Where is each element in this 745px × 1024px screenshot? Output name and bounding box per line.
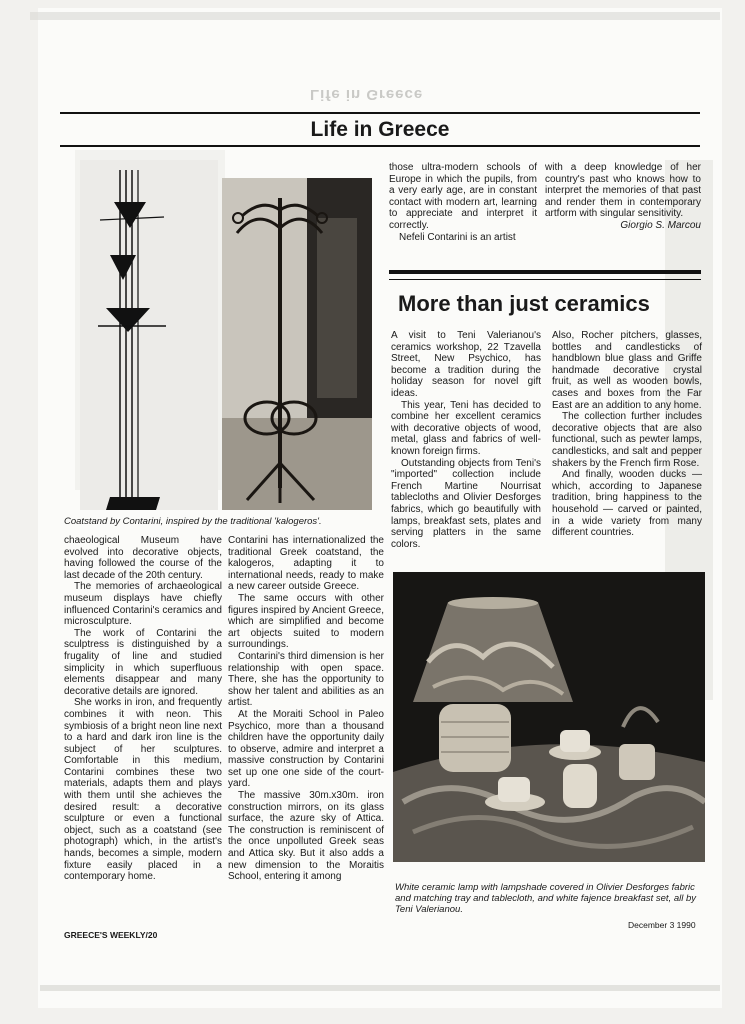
paragraph: with a deep knowledge of her country's past who knows how to interpret the memories of that past and render them in contemporary artform with singular sensitivity. <box>545 162 701 220</box>
sculpture-illustration <box>80 160 218 510</box>
paragraph: This year, Teni has decided to combine her excellent ceramics with decorative objects of wood, metal, glass and fabrics of well-known foreign firms. <box>391 399 541 457</box>
section-title: Life in Greece <box>310 118 450 141</box>
right-column-2 <box>552 330 702 539</box>
article-rule-thick <box>389 270 701 274</box>
coatstand-caption: Coatstand by Contarini, inspired by the traditional 'kalogeros'. <box>64 516 322 527</box>
footer-publication: GREECE'S WEEKLY/20 <box>64 930 158 940</box>
paragraph: The same occurs with other figures inspired by Ancient Greece, which are simplified and become art objects suited to modern surroundings. <box>228 592 384 651</box>
coatstand-photo <box>222 178 372 510</box>
paragraph: The memories of archaeological museum displays have chiefly influenced Contarini's ceramics and microsculpture. <box>64 581 222 628</box>
ceramics-illustration <box>393 572 705 862</box>
right-column-1 <box>391 330 541 550</box>
author-signature: Giorgio S. Marcou <box>620 219 701 231</box>
ceramics-photo <box>393 572 705 862</box>
paragraph: Contarini has internationalized the traditional Greek coatstand, the kalogeros, adapting it to international needs, ready to make a new career outside Greece. <box>228 535 384 593</box>
footer-date: December 3 1990 <box>628 920 696 930</box>
left-column-4 <box>545 162 701 232</box>
paragraph: And finally, wooden ducks — which, according to Japanese tradition, bring happiness to the household — carved or painted, in a wide variety from many different countries. <box>552 469 702 539</box>
paragraph: Also, Rocher pitchers, glasses, bottles and candlesticks of handblown blue glass and Griffe handmade decorative crystal fruit, as well as wooden bowls, cases and boxes from the Far East are an addition to any home. <box>552 330 702 411</box>
ghost-title: Life in Greece <box>310 86 424 103</box>
paragraph: Outstanding objects from Teni's "imported" collection include French Martine Nourrisat tablecloths and Olivier Desforges fabrics, which go beautifully with lamps, breakfast sets, plates and serving platters in the same colors. <box>391 457 541 550</box>
paragraph: The collection further includes decorative objects that are also functional, such as pewter lamps, candlesticks, and salt and pepper shakers by the French firm Rose. <box>552 411 702 469</box>
ceramics-caption: White ceramic lamp with lampshade covered in Olivier Desforges fabric and matching tray and tablecloth, and white fajence breakfast set, all by Teni Valerianou. <box>395 882 697 915</box>
paragraph: The massive 30m.x30m. iron construction mirrors, on its glass surface, the azure sky of Attica. The construction is reminiscent of the once unpolluted Greek seas and Attica sky. But it also adds a new dimension to the Moraitis School, entering it among <box>228 790 384 883</box>
scan-smudge-bottom <box>40 985 720 991</box>
left-column-1 <box>64 535 222 883</box>
paragraph: Nefeli Contarini is an artist <box>399 231 516 243</box>
sculpture-photo <box>80 160 218 510</box>
left-column-3 <box>389 162 537 243</box>
paragraph: The work of Contarini the sculptress is distinguished by a frugality of line and studied simplicity in which superfluous elements disappear and many decorative details are ignored. <box>64 627 222 697</box>
coatstand-illustration <box>222 178 372 510</box>
paragraph: chaeological Museum have evolved into decorative objects, having followed the course of the last decade of the 20th century. <box>64 535 222 581</box>
paragraph: those ultra-modern schools of Europe in which the pupils, from a very early age, are in constant contact with modern art, learning to appreciate and interpret it correctly. <box>389 162 537 231</box>
paragraph: A visit to Teni Valerianou's ceramics workshop, 22 Tzavella Street, New Psychico, has become a tradition during the holiday season for novel gift ideas. <box>391 330 541 399</box>
header-rule <box>60 112 700 114</box>
scan-smudge-top <box>30 12 720 20</box>
paragraph: At the Moraiti School in Paleo Psychico, more than a thousand children have the opportunity daily to observe, admire and interpret a massive construction by Contarini set up one one side of the court-yard. <box>228 708 384 790</box>
article-rule-thin <box>389 279 701 280</box>
header-rule-bottom <box>60 145 700 147</box>
article-headline: More than just ceramics <box>398 291 650 316</box>
paragraph: Contarini's third dimension is her relationship with open space. There, she has the opportunity to show her talent and abilities as an artist. <box>228 650 384 709</box>
paragraph: She works in iron, and frequently combines it with neon. This symbiosis of a bright neon line next to a hard and dark iron line is the subject of her sculptures. Comfortable in this medium, Contarini combines these two materials, adapts them and plays with them until she achieves the desired result: a decorative sculpture or even a functional object, such as a coatstand (see photograph) which, in the artist's hands, becomes a simple, modern fixture easily placed in a contemporary home. <box>64 697 222 883</box>
left-column-2 <box>228 535 384 883</box>
